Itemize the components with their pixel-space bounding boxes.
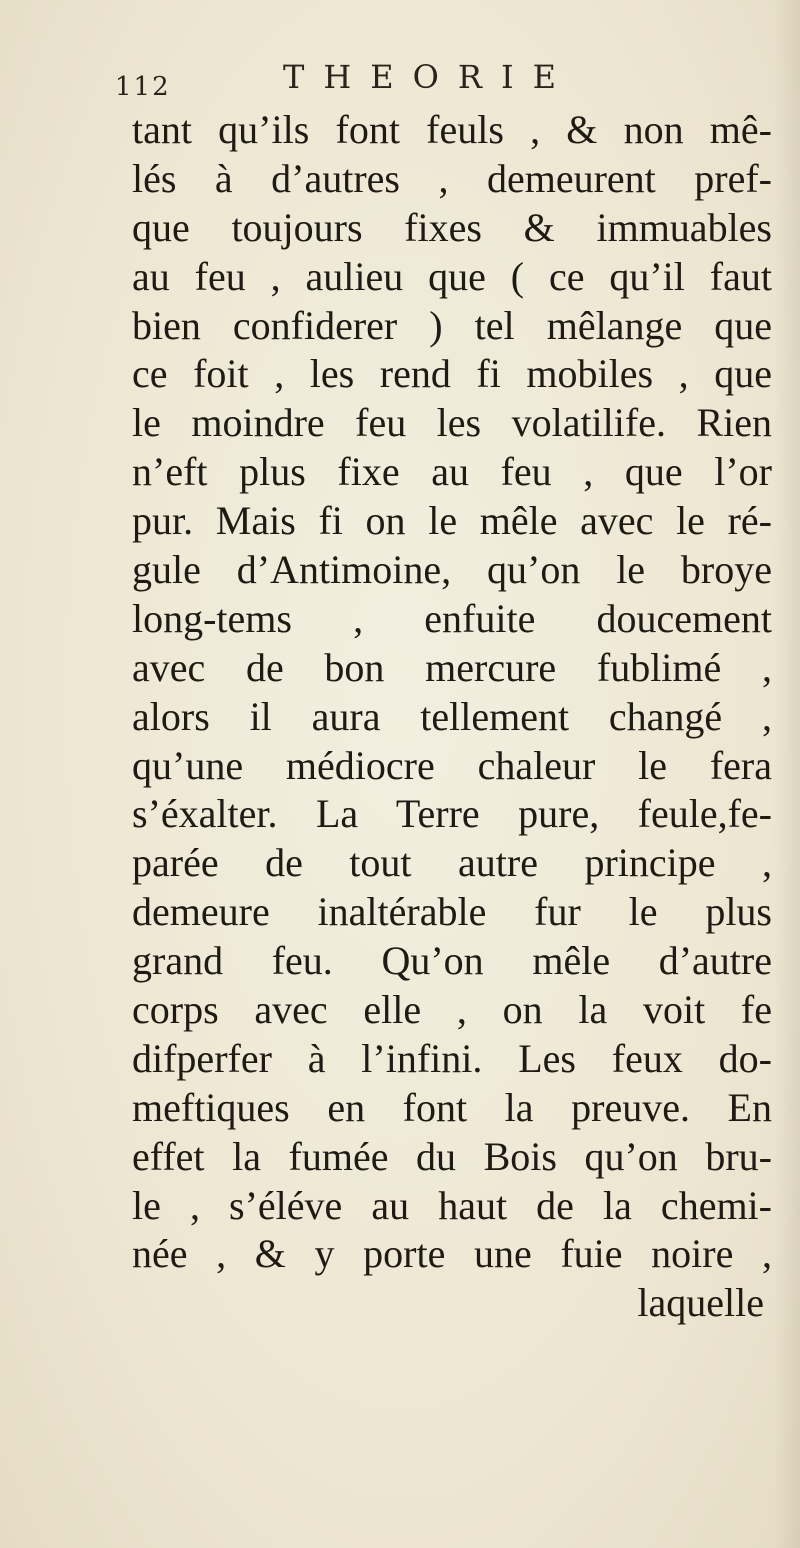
- text-line: le moindre feu les volatilife. Rien: [132, 400, 772, 446]
- catchword: laquelle: [637, 1280, 764, 1326]
- text-line: au feu , aulieu que ( ce qu’il faut: [132, 253, 772, 299]
- text-line: s’éxalter. La Terre pure, feule,fe-: [132, 791, 772, 837]
- text-line: gule d’Antimoine, qu’on le broye: [132, 547, 772, 593]
- page-header: [115, 58, 675, 108]
- text-line: parée de tout autre principe ,: [132, 840, 772, 886]
- text-line: tant qu’ils font feuls , & non mê-: [132, 107, 772, 152]
- page-number: 112: [115, 72, 171, 102]
- text-line: née , & y porte une fuie noire ,: [132, 1231, 772, 1277]
- running-title: THEORIE: [283, 58, 575, 96]
- text-line: avec de bon mercure fublimé ,: [132, 644, 772, 690]
- text-line: effet la fumée du Bois qu’on bru-: [132, 1133, 772, 1179]
- text-line: ce foit , les rend fi mobiles , que: [132, 351, 772, 397]
- text-line: long-tems , enfuite doucement: [132, 595, 772, 641]
- text-line: corps avec elle , on la voit fe: [132, 987, 772, 1033]
- page-edge-shadow: [774, 0, 800, 1548]
- text-line: bien confiderer ) tel mêlange que: [132, 302, 772, 348]
- text-line: qu’une médiocre chaleur le fera: [132, 742, 772, 788]
- text-line: meftiques en font la preuve. En: [132, 1084, 772, 1130]
- text-line: difperfer à l’infini. Les feux do-: [132, 1035, 772, 1081]
- text-line: demeure inaltérable fur le plus: [132, 889, 772, 935]
- text-line: grand feu. Qu’on mêle d’autre: [132, 938, 772, 984]
- text-line: le , s’éléve au haut de la chemi-: [132, 1182, 772, 1228]
- body-text: [132, 106, 772, 1328]
- text-line: lés à d’autres , demeurent pref-: [132, 155, 772, 201]
- text-line: que toujours fixes & immuables: [132, 204, 772, 250]
- text-line: pur. Mais fi on le mêle avec le ré-: [132, 498, 772, 544]
- text-line: alors il aura tellement changé ,: [132, 693, 772, 739]
- text-line: n’eft plus fixe au feu , que l’or: [132, 449, 772, 495]
